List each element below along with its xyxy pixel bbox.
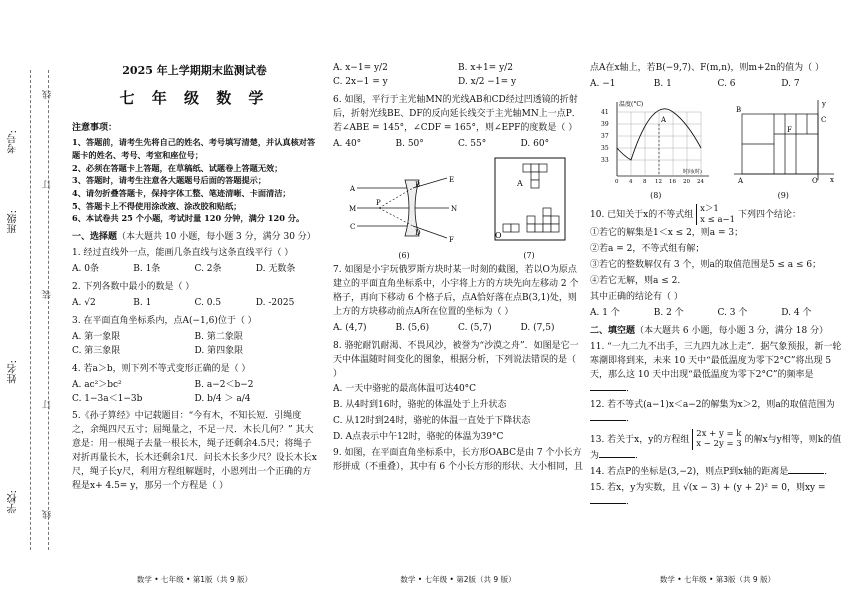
fig6-label: A	[350, 184, 356, 193]
option: B. 1	[653, 78, 672, 89]
question-text: 下列四个结论：	[737, 210, 801, 221]
fig8-ytick: 39	[600, 120, 609, 128]
label-school: 学校:	[8, 490, 19, 514]
block-cell	[531, 164, 539, 172]
exam-title: 2025 年上学期期末监测试卷	[122, 64, 267, 77]
fig8-ytick: 41	[600, 108, 609, 116]
block-cell	[523, 164, 531, 172]
options-q4	[72, 379, 317, 407]
section-note: （本大题共 6 小题，每小题 3 分，满分 18 分）	[635, 326, 829, 337]
option: A. x−1= y/2	[333, 63, 388, 73]
block-cell	[511, 224, 519, 232]
fig8-xtick: 20	[682, 178, 690, 184]
option: D. 4 个	[781, 308, 812, 319]
fig6-label: N	[451, 204, 458, 213]
block-cell	[531, 172, 539, 180]
options-q9	[590, 78, 845, 92]
option: A. (4,7)	[333, 322, 367, 333]
equation-system	[692, 429, 741, 450]
fig8-xtick: 0	[614, 178, 619, 184]
option: D. (7,5)	[520, 322, 555, 333]
option: B. 1条	[133, 264, 161, 275]
question-5: 5.《孙子算经》中记载题目：“今有木，不知长短．引绳度之，余绳四尺五寸；屈绳量之，不足一尺．木长几何？” 其大意是：用一根绳子去量一根长木，绳子还剩余4.5尺；将绳子对折再量长木，长木还剩余1尺．问长木长多少尺？设长木长x尺，绳子长y尺，利用方程组解题时，小恩列出一个正确的方程是x+ 4.5= y，那另一个方程是（ ）	[72, 411, 317, 492]
question-13: 13. 若关于x，y的方程组 2x + y = k x − 2y = 3 的解x与y相等，则k的值为 ．	[590, 428, 842, 461]
statement-item: ③若它的整数解仅有 3 个，则a的取值范围是5 ≤ a ≤ 6；	[590, 260, 822, 271]
fig6-label: M	[349, 204, 357, 213]
fig8-ytick: 33	[600, 156, 609, 164]
system-line: 2x + y = k	[696, 428, 742, 439]
extension-pb	[379, 188, 413, 208]
option: D. 7	[781, 78, 800, 89]
fig8-xlabel: 时间(时)	[682, 168, 702, 175]
answer-blank[interactable]	[590, 503, 626, 504]
label-class: 班级:	[8, 210, 19, 234]
option: B. 50°	[395, 138, 424, 149]
block-cell	[503, 224, 511, 232]
figure-caption: (9)	[777, 190, 789, 200]
system-line: x − 2y = 3	[696, 439, 742, 450]
answer-blank[interactable]	[590, 420, 626, 421]
note-item: 2、必须在答题卡上答题，在草稿纸、试题卷上答题无效；	[72, 162, 283, 173]
fig9-label: x	[830, 175, 835, 184]
fig8-xtick: 12	[654, 178, 662, 184]
section-note: （本大题共 10 小题，每小题 3 分，满分 30 分）	[117, 232, 316, 243]
extension-pd	[379, 208, 413, 226]
option: A. 0条	[72, 264, 99, 275]
option: C. 55°	[458, 138, 487, 149]
temperature-graph	[597, 96, 715, 184]
question-12: 12. 若不等式(a−1)x＜a−2的解集为x＞2，则a的取值范围为．	[590, 399, 835, 424]
exam-page-2	[333, 0, 583, 600]
option: D. 第四象限	[194, 345, 244, 356]
seal-line-outer	[30, 70, 31, 550]
option: B. 第二象限	[194, 331, 243, 342]
option: A. √2	[72, 297, 96, 308]
question-text: 14. 若点P的坐标是(3,−2)，则点P到x轴的距离是	[590, 466, 789, 477]
figures-6-7	[333, 156, 583, 262]
figure-6	[349, 174, 459, 262]
option: C. 2x−1 = y	[333, 76, 388, 87]
question-1: 1. 经过直线外一点，能画几条直线与这条直线平行（ ）	[72, 248, 294, 259]
exam-page-3	[590, 0, 845, 600]
exam-page-1	[72, 0, 317, 600]
options-q1	[72, 263, 317, 277]
fig9-label: O	[812, 176, 818, 184]
inequality-system	[696, 204, 735, 225]
fig8-ylabel: 温度(°C)	[618, 100, 644, 108]
fig6-label: D	[415, 228, 421, 237]
fig7-label: O	[495, 230, 502, 240]
fig9-label: C	[821, 115, 827, 124]
fig6-label: B	[415, 180, 421, 189]
option: C. 从12时到24时，骆驼的体温一直处于下降状态	[333, 416, 531, 427]
option: C. 6	[717, 78, 736, 89]
figure-caption: (7)	[523, 250, 535, 260]
option: B. a−2＜b−2	[194, 379, 254, 390]
system-line: x＞1	[700, 204, 719, 215]
block-cell	[527, 224, 535, 232]
option: C. 2条	[194, 264, 222, 275]
question-14: 14. 若点P的坐标是(3,−2)，则点P到x轴的距离是 ．	[590, 466, 834, 477]
note-item: 4、请勿折叠答题卡，保持字体工整、笔迹清晰、卡面清洁；	[72, 188, 291, 199]
question-7: 7. 如图是小宇玩俄罗斯方块时某一时刻的截图，若以O为原点建立的平面直角坐标系中，小宇将上方的方块先向左移动 2 个格子，再向下移动 6 个格子后，点A恰好落在点B(3,1)处，则上方的方块移动前点A所在位置的坐标为（ ）	[333, 264, 579, 317]
option: C. 第三象限	[72, 345, 121, 356]
question-3: 3. 在平面直角坐标系内，点A(−1,6)位于（ ）	[72, 315, 257, 326]
fig9-label: F	[787, 125, 793, 134]
rectangle-diagram	[728, 96, 838, 184]
label-exam-number: 考号:	[8, 130, 19, 154]
section-title: 一、选择题	[72, 232, 118, 243]
block-cell	[551, 216, 559, 224]
block-cell	[543, 224, 551, 232]
option: A. −1	[590, 78, 616, 89]
question-9-continued: 点A在x轴上，若B(−9,7)、F(m,n)，则m+2n的值为（ ）	[590, 63, 824, 73]
system-line: x ≤ a−1	[700, 214, 736, 225]
option: B. 从4时到16时，骆驼的体温处于上升状态	[333, 400, 507, 411]
block-cell	[543, 216, 551, 224]
seal-line-inner	[48, 70, 49, 550]
seal-mark: 线	[43, 510, 53, 519]
page-footer: 数学 • 七年级 • 第2版（共 9 版）	[400, 575, 516, 585]
fig6-label: P	[376, 198, 381, 207]
fig8-xtick: 8	[642, 178, 647, 184]
option: A. 第一象限	[72, 331, 121, 342]
block-cell	[527, 216, 535, 224]
question-10	[590, 204, 845, 225]
option: D. x/2 −1= y	[458, 76, 517, 87]
question-text: 15. 若x，y为实数，且 √(x − 3) + (y + 2)² = 0，则xy =	[590, 482, 826, 493]
option: C. (5,7)	[458, 322, 492, 333]
binding-margin	[0, 0, 62, 600]
figure-7	[491, 156, 567, 262]
note-item: 6、本试卷共 25 个小题，考试时量 120 分钟，满分 120 分。	[72, 213, 305, 224]
options-q6	[333, 138, 583, 152]
question-text: 12. 若不等式(a−1)x＜a−2的解集为x＞2，则a的取值范围为	[590, 399, 835, 410]
option: D. 60°	[520, 138, 550, 149]
fig8-point-label: A	[660, 115, 666, 124]
block-cell	[543, 208, 551, 216]
note-item: 5、答题卡上不得使用涂改液、涂改胶和贴纸；	[72, 200, 242, 211]
option: D. 无数条	[255, 264, 296, 275]
block-cell	[551, 224, 559, 232]
option: A. 40°	[333, 138, 362, 149]
option: D. -2025	[255, 297, 295, 308]
fig8-xtick: 4	[628, 178, 633, 184]
option: A. 一天中骆驼的最高体温可达40°C	[333, 384, 477, 395]
section-title: 二、填空题	[590, 326, 636, 337]
options-q5	[333, 62, 583, 90]
options-q2	[72, 297, 317, 311]
seal-mark: 订	[43, 400, 53, 409]
fig8-xtick: 16	[668, 178, 676, 184]
options-q7	[333, 322, 583, 336]
section-heading	[590, 325, 845, 339]
answer-blank[interactable]	[599, 457, 635, 458]
option: C. 3 个	[717, 308, 748, 319]
fig9-label: y	[822, 99, 827, 108]
figure-caption: (6)	[398, 250, 410, 260]
option: B. x+1= y/2	[458, 63, 513, 73]
options-q3	[72, 331, 317, 359]
fig8-ytick: 37	[600, 132, 609, 140]
question-8: 8. 骆驼耐饥耐渴、不畏风沙，被誉为“沙漠之舟”．如图是它一天中体温随时间变化的图象，根据分析，下列说法错误的是（ ）	[333, 340, 579, 379]
statement-item: ②若a = 2，不等式组有解；	[590, 244, 705, 255]
question-4: 4. 若a＞b，则下列不等式变形正确的是（ ）	[72, 363, 251, 374]
fig7-label: A	[517, 178, 523, 188]
question-text: 11. “一九二九不出手，三九四九冰上走”．据气象预报，新一轮寒潮即将到来，未来 10 天中“最低温度为零下2°C”将出现 5 天，那么这 10 天中出现“最低温度为零下2°C”的频率是	[590, 342, 842, 380]
question-10-ask: 其中正确的结论有（ ）	[590, 292, 683, 303]
option: C. 1−3a＜1−3b	[72, 393, 143, 404]
answer-blank[interactable]	[590, 390, 626, 391]
exam-subject: 七 年 级 数 学	[119, 89, 270, 108]
fig9-label: A	[738, 176, 744, 184]
statement-item: ④若它无解，则a ≤ 2．	[590, 276, 687, 287]
figures-8-9	[590, 96, 845, 202]
section-heading	[72, 231, 317, 245]
answer-blank[interactable]	[788, 473, 824, 474]
label-name: 姓名:	[8, 360, 19, 384]
seal-mark: 装	[43, 290, 53, 299]
option: B. (5,6)	[395, 322, 430, 333]
question-9: 9. 如图，在平面直角坐标系中，长方形OABC是由 7 个小长方形拼成（不重叠），其中有 6 个小长方形的形状、大小相同，且	[333, 448, 583, 473]
option: A. ac²＞bc²	[72, 379, 122, 390]
option: B. 1	[133, 297, 152, 308]
question-text: 13. 若关于x，y的方程组	[590, 434, 690, 445]
block-cell	[539, 164, 547, 172]
seal-mark: 订	[43, 180, 53, 189]
figure-8	[597, 96, 715, 202]
option: C. 0.5	[194, 297, 222, 308]
page-footer: 数学 • 七年级 • 第1版（共 9 版）	[136, 575, 253, 585]
note-item: 3、答题时，请考生注意各大题题号后面的答题提示；	[72, 175, 267, 186]
statement-item: ①若它的解集是1＜x ≤ 2，则a = 3；	[590, 228, 744, 239]
seal-mark: 线	[43, 90, 53, 99]
figure-9	[728, 96, 838, 202]
figure-caption: (8)	[650, 190, 662, 200]
note-item: 1、答题前，请考生先将自己的姓名、考号填写清楚，并认真核对答题卡的姓名、考号、考室和座位号；	[72, 137, 316, 160]
lens-diagram	[349, 174, 459, 244]
question-text: 10. 已知关于x的不等式组	[590, 210, 694, 221]
block-cell	[535, 224, 543, 232]
options-q10	[590, 307, 845, 321]
notes-heading: 注意事项：	[72, 123, 118, 134]
page-footer: 数学 • 七年级 • 第3版（共 9 版）	[659, 575, 776, 585]
question-11: 11. “一九二九不出手，三九四九冰上走”．据气象预报，新一轮寒潮即将到来，未来 10 天中“最低温度为零下2°C”将出现 5 天，那么这 10 天中出现“最低温度为零下2°C”的频率是．	[590, 342, 842, 394]
option: D. b/4 ＞ a/4	[194, 393, 251, 404]
option: B. 2 个	[653, 308, 684, 319]
fig6-label: F	[449, 235, 454, 244]
question-6: 6. 如图，平行于主光轴MN的光线AB和CD经过凹透镜的折射后，折射光线BE、DF的反向延长线交于主光轴MN上一点P．若∠ABE = 145°，∠CDF = 165°，则∠EPF的度数是（ ）	[333, 94, 581, 133]
fig6-label: E	[449, 175, 455, 184]
fig6-label: C	[350, 222, 356, 231]
block-cell	[531, 180, 539, 188]
question-15: 15. 若x，y为实数，且 √(x − 3) + (y + 2)² = 0，则xy =．	[590, 482, 826, 507]
fig8-xtick: 24	[696, 178, 704, 184]
question-2: 2. 下列各数中最小的数是（ ）	[72, 281, 195, 292]
option: A. 1 个	[590, 308, 620, 319]
tetris-grid	[491, 156, 567, 244]
question-text: 的解x与y相等，则k的值为	[590, 434, 842, 461]
option: D. A点表示中午12时，骆驼的体温为39°C	[333, 432, 504, 443]
fig8-ytick: 35	[600, 144, 609, 152]
fig9-label: B	[736, 105, 742, 114]
